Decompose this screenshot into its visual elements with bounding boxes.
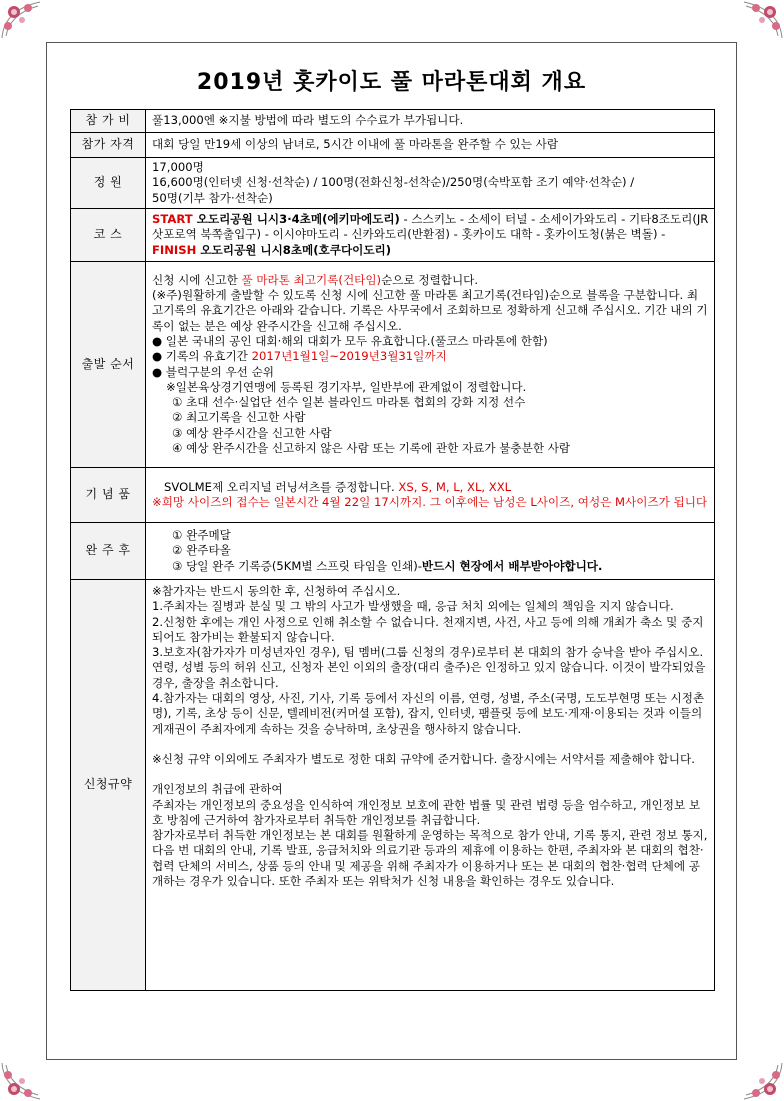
after-finish-cell xyxy=(146,523,715,580)
label-start-order: 출발 순서 xyxy=(71,262,146,468)
capacity-breakdown: 16,600명(인터넷 신청·선착순) / 100명(전화신청-선착순)/250명(숙박포함 조기 예약·선착순) / xyxy=(152,175,635,190)
corner-ornament-icon xyxy=(740,0,784,40)
row-eligibility xyxy=(71,133,715,158)
corner-ornament-icon xyxy=(0,1061,44,1101)
document-title: 2019년 홋카이도 풀 마라톤대회 개요 xyxy=(196,70,587,95)
start-order-intro-a: 신청 시에 신고한 xyxy=(152,272,242,287)
label-terms: 신청규약 xyxy=(71,580,146,991)
course-route: - 스스키노 - 소세이 터널 - 소세이가와도리 - 기타8조도리(JR삿포로역 북쪽출입구) - 이시야마도리 - 신카와도리(반환점) - 홋카이도 대학 - 홋카이도청(붉은 벽돌) - xyxy=(152,212,709,242)
label-course: 코 스 xyxy=(71,209,146,262)
eligibility-text: 대회 당일 만19세 이상의 남녀로, 5시간 이내에 풀 마라톤을 완주할 수 있는 사람 xyxy=(146,133,715,158)
start-order-bullet-2 xyxy=(152,349,709,364)
souvenir-cell xyxy=(146,468,715,523)
after-finish-item-3-text: ③ 당일 완주 기록증(5KM별 스프릿 타임을 인쇄)- xyxy=(172,558,422,573)
course-start-label: START xyxy=(152,212,193,227)
terms-item-2: 2.신청한 후에는 개인 사정으로 인해 취소할 수 없습니다. 천재지변, 사건, 사고 등에 의해 개최가 축소 및 중지되어도 참가비는 환불되지 않습니다. xyxy=(152,614,704,644)
souvenir-sizes: XS, S, M, L, XL, XXL xyxy=(398,479,512,494)
course-finish-place: 오도리공원 니시8초메(호쿠다이도리) xyxy=(196,242,392,257)
row-souvenir xyxy=(71,468,715,523)
label-capacity: 정 원 xyxy=(71,158,146,209)
spacer xyxy=(152,737,709,752)
privacy-heading: 개인정보의 취급에 관하여 xyxy=(152,782,283,797)
document-frame xyxy=(46,42,737,1060)
privacy-para-2: 참가자로부터 취득한 개인정보는 본 대회를 원활하게 운영하는 목적으로 참가 안내, 기록 통지, 관련 정보 통지, 다음 번 대회의 안내, 기록 발표, 응급처치와 의료기관 등과의 제휴에 이용하는 한편, 주최자와 본 대회의 협찬·협력 단체의 서비스, 상품 등의 안내 및 제공을 위해 주최자가 이용하거나 또는 본 대회의 협찬·협력 단체에 공개하는 경우가 있습니다. 또한 주최자 또는 위탁처가 신청 내용을 확인하는 경우도 있습니다. xyxy=(152,828,708,889)
terms-item-3: 3.보호자(참가자가 미성년자인 경우), 팀 멤버(그룹 신청의 경우)로부터 본 대회의 참가 승낙을 받아 주십시오. 연령, 성별 등의 허위 신고, 신청자 본인 이외의 출장(대리 출주)은 인정하고 있지 않습니다. 이것이 발각되었을 경우, 출장을 취소합니다. xyxy=(152,645,706,690)
label-fee: 참 가 비 xyxy=(71,110,146,133)
label-eligibility: 참가 자격 xyxy=(71,133,146,158)
after-finish-item-1: ① 완주메달 xyxy=(172,528,231,543)
priority-item-1: ① 초대 선수·실업단 선수 일본 블라인드 마라톤 협회의 강화 지정 선수 xyxy=(172,395,526,410)
spacer xyxy=(152,767,709,782)
row-course xyxy=(71,209,715,262)
label-after-finish: 완 주 후 xyxy=(71,523,146,580)
souvenir-text: SVOLME제 오리지널 러닝셔츠를 증정합니다. xyxy=(164,479,399,494)
after-finish-item-3 xyxy=(152,559,709,574)
after-finish-item-2: ② 완주타올 xyxy=(172,543,231,558)
label-souvenir: 기 념 품 xyxy=(71,468,146,523)
terms-item-4: 4.참가자는 대회의 영상, 사진, 기사, 기록 등에서 자신의 이름, 연령, 성별, 주소(국명, 도도부현명 또는 시정촌명), 기록, 초상 등이 신문, 텔레비전(커머셜 포함), 잡지, 인터넷, 팸플릿 등에 보도·게재·이용되는 것과 이들의 게재권이 주최자에게 속하는 것을 승낙하며, 초상권을 행사하지 않습니다. xyxy=(152,691,705,736)
souvenir-line-1 xyxy=(152,480,709,495)
start-order-intro xyxy=(152,273,709,288)
row-after-finish xyxy=(71,523,715,580)
souvenir-deadline: ※희망 사이즈의 접수는 일본시간 4월 22일 17시까지. 그 이후에는 남성은 L사이즈, 여성은 M사이즈가 됩니다 xyxy=(152,495,708,509)
privacy-para-1: 주최자는 개인정보의 중요성을 인식하여 개인정보 보호에 관한 법률 및 관련 법령 등을 엄수하고, 개인정보 보호 방침에 근거하여 참가자로부터 취득한 개인정보를 취급합니다. xyxy=(152,797,701,827)
start-order-intro-c: 순으로 정렬합니다. xyxy=(381,272,479,287)
start-order-bullet-3: ● 블럭구분의 우선 순위 xyxy=(152,364,274,379)
valid-period-value: 2017년1월1일~2019년3월31일까지 xyxy=(251,349,447,364)
start-order-intro-highlight: 풀 마라톤 최고기록(건타임) xyxy=(241,272,382,287)
terms-item-1: 1.주최자는 질병과 분실 및 그 밖의 사고가 발생했을 때, 응급 처치 외에는 일체의 책임을 지지 않습니다. xyxy=(152,599,674,614)
priority-item-3: ③ 예상 완주시간을 신고한 사람 xyxy=(172,425,332,440)
priority-item-4: ④ 예상 완주시간을 신고하지 않은 사람 또는 기록에 관한 자료가 불충분한 사람 xyxy=(172,440,571,455)
terms-cell xyxy=(146,580,715,991)
course-cell xyxy=(146,209,715,262)
row-fee xyxy=(71,110,715,133)
capacity-cell xyxy=(146,158,715,209)
start-order-note: (※주)원활하게 출발할 수 있도록 신청 시에 신고한 풀 마라톤 최고기록(건타임)순으로 블록을 구분합니다. 최고기록의 유효기간은 아래와 같습니다. 기록은 사무국에서 조회하므로 정확하게 신고해 주십시오. 기간 내의 기록이 없는 분은 예상 완주시간을 신고해 주십시오. xyxy=(152,288,708,333)
capacity-donation: 50명(기부 참가·선착순) xyxy=(152,190,273,205)
priority-item-2: ② 최고기록을 신고한 사람 xyxy=(172,410,306,425)
start-order-cell xyxy=(146,262,715,468)
valid-period-label: ● 기록의 유효기간 xyxy=(152,349,252,364)
start-order-bullet-3-note: ※일본육상경기연맹에 등록된 경기자부, 일반부에 관계없이 정렬합니다. xyxy=(166,379,527,394)
corner-ornament-icon xyxy=(0,0,44,40)
terms-note: ※신청 규약 이외에도 주최자가 별도로 정한 대회 규약에 준거합니다. 출장시에는 서약서를 제출해야 합니다. xyxy=(152,751,695,766)
start-order-bullet-1: ● 일본 국내의 공인 대회·해외 대회가 모두 유효합니다.(풀코스 마라톤에 한함) xyxy=(152,333,548,348)
terms-intro: ※참가자는 반드시 동의한 후, 신청하여 주십시오. xyxy=(152,584,401,598)
fee-text: 풀13,000엔 ※지불 방법에 따라 별도의 수수료가 부가됩니다. xyxy=(146,110,715,133)
info-table xyxy=(70,109,715,991)
capacity-total: 17,000명 xyxy=(152,160,204,175)
after-finish-item-3-emphasis: 반드시 현장에서 배부받아야합니다. xyxy=(421,558,603,573)
corner-ornament-icon xyxy=(740,1061,784,1101)
course-start-place: 오도리공원 니시3·4초메(에키마에도리) xyxy=(192,212,400,227)
row-start-order xyxy=(71,262,715,468)
course-finish-label: FINISH xyxy=(152,242,197,257)
row-terms xyxy=(71,580,715,991)
row-capacity xyxy=(71,158,715,209)
